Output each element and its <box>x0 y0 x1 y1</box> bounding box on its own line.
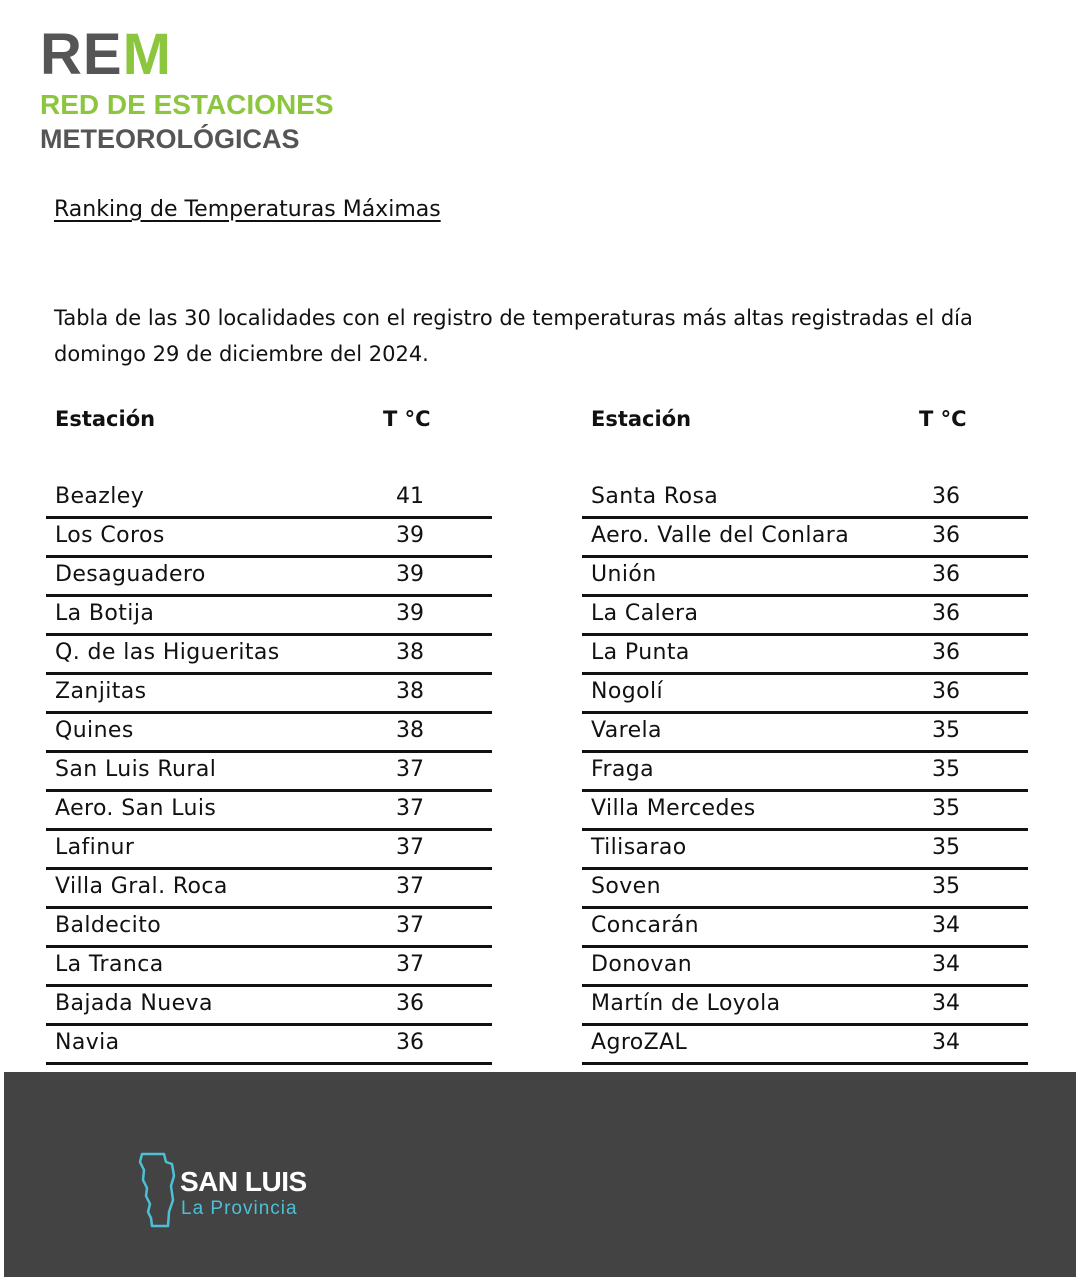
table-row <box>46 987 492 1026</box>
temperature-value: 34 <box>932 913 960 938</box>
column-header-station: Estación <box>591 407 692 431</box>
station-name: Martín de Loyola <box>591 991 781 1016</box>
station-name: La Tranca <box>55 952 164 977</box>
station-name: Zanjitas <box>55 679 147 704</box>
station-name: Fraga <box>591 757 655 782</box>
footer-banner <box>4 1072 1076 1277</box>
temperature-value: 37 <box>396 874 424 899</box>
temperature-value: 34 <box>932 991 960 1016</box>
table-row <box>46 792 492 831</box>
temperature-value: 35 <box>932 835 960 860</box>
table-header <box>46 407 492 441</box>
san-luis-province-map-icon <box>138 1152 178 1228</box>
ranking-table-right <box>582 407 1028 1055</box>
logo-line2: METEOROLÓGICAS <box>40 124 300 154</box>
temperature-value: 35 <box>932 757 960 782</box>
station-name: San Luis Rural <box>55 757 217 782</box>
temperature-value: 39 <box>396 601 424 626</box>
temperature-value: 37 <box>396 835 424 860</box>
temperature-value: 37 <box>396 952 424 977</box>
table-row <box>582 792 1028 831</box>
temperature-value: 36 <box>932 601 960 626</box>
temperature-value: 36 <box>932 562 960 587</box>
temperature-value: 37 <box>396 796 424 821</box>
table-row <box>582 753 1028 792</box>
station-name: Soven <box>591 874 661 899</box>
document-page <box>4 4 1076 1277</box>
temperature-value: 36 <box>932 523 960 548</box>
logo-line1: RED DE ESTACIONES <box>40 89 334 120</box>
temperature-value: 36 <box>396 1030 424 1055</box>
column-header-station: Estación <box>55 407 156 431</box>
station-name: Aero. San Luis <box>55 796 217 821</box>
station-name: Desaguadero <box>55 562 206 587</box>
temperature-value: 36 <box>932 679 960 704</box>
station-name: Bajada Nueva <box>55 991 213 1016</box>
temperature-value: 34 <box>932 952 960 977</box>
station-name: Concarán <box>591 913 700 938</box>
station-name: Villa Mercedes <box>591 796 756 821</box>
temperature-value: 36 <box>932 640 960 665</box>
temperature-value: 37 <box>396 757 424 782</box>
table-row <box>46 636 492 675</box>
column-header-temp: T °C <box>919 407 967 431</box>
brand-name: SAN LUIS <box>180 1166 307 1197</box>
temperature-value: 39 <box>396 562 424 587</box>
station-name: La Punta <box>591 640 690 665</box>
table-row <box>582 948 1028 987</box>
table-row <box>46 909 492 948</box>
table-row <box>582 831 1028 870</box>
table-row <box>46 714 492 753</box>
page-title: Ranking de Temperaturas Máximas <box>54 197 441 222</box>
table-row <box>582 909 1028 948</box>
station-name: Los Coros <box>55 523 165 548</box>
table-row <box>46 753 492 792</box>
temperature-value: 34 <box>932 1030 960 1055</box>
temperature-value: 38 <box>396 679 424 704</box>
table-row <box>46 480 492 519</box>
table-row <box>46 1026 492 1065</box>
temperature-value: 38 <box>396 718 424 743</box>
station-name: La Calera <box>591 601 699 626</box>
table-row <box>582 675 1028 714</box>
station-name: Aero. Valle del Conlara <box>591 523 850 548</box>
table-row <box>582 714 1028 753</box>
table-row <box>582 636 1028 675</box>
ranking-table-left <box>46 407 492 1055</box>
table-row <box>582 987 1028 1026</box>
brand-subtitle: La Provincia <box>181 1198 298 1219</box>
temperature-value: 39 <box>396 523 424 548</box>
table-row <box>46 870 492 909</box>
station-name: Villa Gral. Roca <box>55 874 228 899</box>
rem-logo <box>40 22 334 154</box>
temperature-value: 35 <box>932 718 960 743</box>
station-name: Beazley <box>55 484 145 509</box>
station-name: La Botija <box>55 601 155 626</box>
table-row <box>582 870 1028 909</box>
temperature-value: 35 <box>932 796 960 821</box>
table-row <box>582 1026 1028 1065</box>
intro-paragraph: Tabla de las 30 localidades con el registro de temperaturas más altas registradas el día domingo 29 de diciembre del 2024. <box>54 306 973 366</box>
station-name: Unión <box>591 562 657 587</box>
station-name: Varela <box>591 718 662 743</box>
table-row <box>46 519 492 558</box>
station-name: Q. de las Higueritas <box>55 640 280 665</box>
table-row <box>46 597 492 636</box>
table-rows <box>46 480 492 1065</box>
station-name: Tilisarao <box>591 835 687 860</box>
station-name: Donovan <box>591 952 693 977</box>
station-name: Santa Rosa <box>591 484 719 509</box>
station-name: Nogolí <box>591 679 663 704</box>
table-header <box>582 407 1028 441</box>
table-row <box>46 558 492 597</box>
station-name: AgroZAL <box>591 1030 688 1055</box>
table-row <box>46 831 492 870</box>
station-name: Quines <box>55 718 134 743</box>
temperature-value: 36 <box>932 484 960 509</box>
table-row <box>582 558 1028 597</box>
table-row <box>582 519 1028 558</box>
temperature-value: 37 <box>396 913 424 938</box>
table-row <box>582 480 1028 519</box>
column-header-temp: T °C <box>383 407 431 431</box>
table-rows <box>582 480 1028 1065</box>
logo-rem: REM <box>40 22 172 87</box>
temperature-value: 41 <box>396 484 424 509</box>
station-name: Baldecito <box>55 913 162 938</box>
table-row <box>46 948 492 987</box>
station-name: Lafinur <box>55 835 135 860</box>
temperature-value: 36 <box>396 991 424 1016</box>
station-name: Navia <box>55 1030 120 1055</box>
table-row <box>46 675 492 714</box>
temperature-value: 38 <box>396 640 424 665</box>
temperature-value: 35 <box>932 874 960 899</box>
table-row <box>582 597 1028 636</box>
